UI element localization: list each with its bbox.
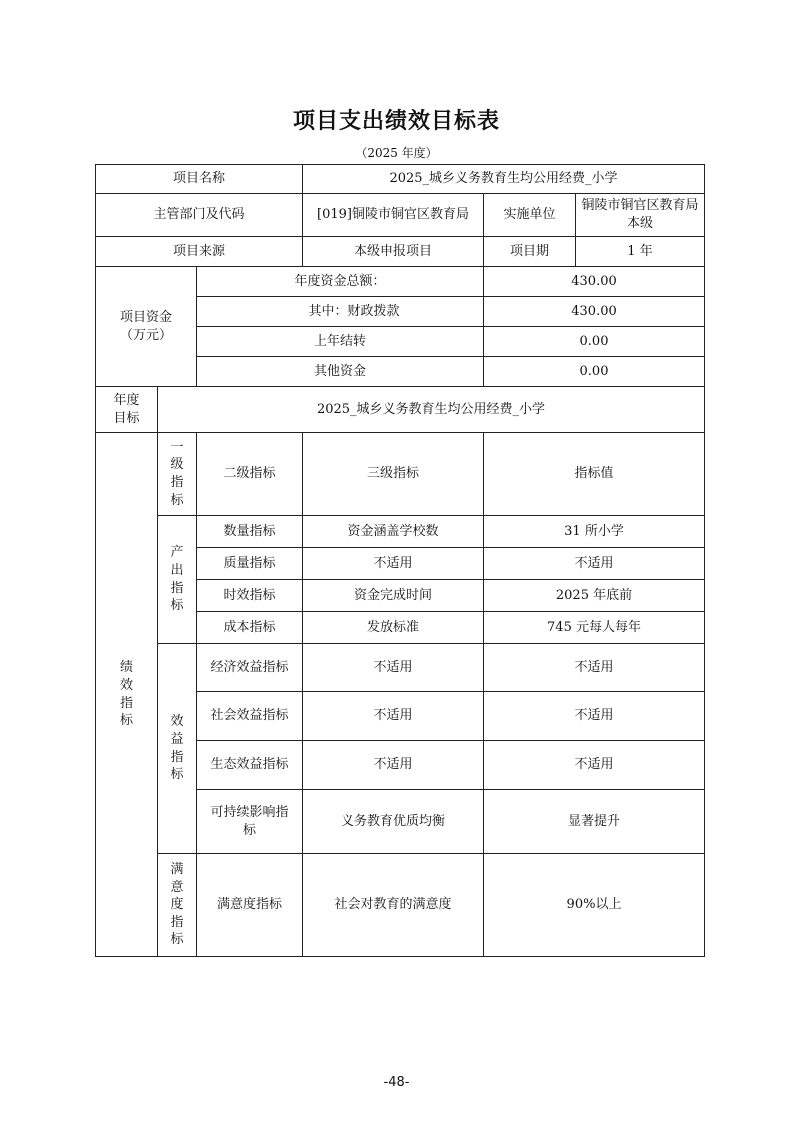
annual-goal-label-line1: 年度 xyxy=(113,392,140,408)
performance-goal-table xyxy=(95,164,705,957)
year-subtitle: （2025 年度） xyxy=(355,146,438,160)
dept-label: 主管部门及代码 xyxy=(96,194,303,237)
output-level3: 发放标准 xyxy=(303,612,484,644)
funds-total-label: 年度资金总额： xyxy=(197,267,484,297)
source-label: 项目来源 xyxy=(96,237,303,267)
funds-carryover-label: 上年结转 xyxy=(197,327,484,357)
output-label-char: 产 xyxy=(170,545,184,561)
output-value: 2025 年底前 xyxy=(484,580,705,612)
header-value: 指标值 xyxy=(484,433,705,516)
benefit-label-char: 效 xyxy=(170,714,184,730)
benefit-level3: 不适用 xyxy=(303,692,484,741)
output-label-char: 标 xyxy=(170,598,184,614)
benefit-indicator-label xyxy=(158,644,197,854)
benefit-label-char: 标 xyxy=(170,767,184,783)
output-level3: 资金涵盖学校数 xyxy=(303,516,484,548)
output-label-char: 出 xyxy=(170,562,184,578)
level1-char: 级 xyxy=(170,457,184,473)
benefit-label-char: 指 xyxy=(170,749,184,765)
indicators-section-label xyxy=(96,433,158,957)
funds-fiscal-label: 其中：财政拨款 xyxy=(197,297,484,327)
section-label-char: 标 xyxy=(119,713,133,729)
benefit-level2: 社会效益指标 xyxy=(197,692,303,741)
funds-label xyxy=(96,267,197,387)
period-value: 1 年 xyxy=(576,237,705,267)
funds-label-line2: （万元） xyxy=(119,327,172,343)
output-value: 31 所小学 xyxy=(484,516,705,548)
benefit-level3: 不适用 xyxy=(303,741,484,790)
level1-char: 标 xyxy=(170,492,184,508)
header-level1 xyxy=(158,433,197,516)
satisfaction-label-char: 标 xyxy=(170,932,184,948)
annual-goal-label-line2: 目标 xyxy=(113,410,140,426)
benefit-value: 不适用 xyxy=(484,644,705,692)
benefit-level2: 生态效益指标 xyxy=(197,741,303,790)
benefit-level2-line1: 可持续影响指 xyxy=(210,804,289,820)
output-level2: 质量指标 xyxy=(197,548,303,580)
page-number: -48- xyxy=(383,1075,410,1090)
output-label-char: 指 xyxy=(170,580,184,596)
project-name-value: 2025_城乡义务教育生均公用经费_小学 xyxy=(303,165,705,194)
header-level3: 三级指标 xyxy=(303,433,484,516)
annual-goal-value: 2025_城乡义务教育生均公用经费_小学 xyxy=(158,387,705,433)
funds-other-label: 其他资金 xyxy=(197,357,484,387)
source-value: 本级申报项目 xyxy=(303,237,484,267)
satisfaction-label-char: 满 xyxy=(170,862,184,878)
page-title: 项目支出绩效目标表 xyxy=(292,109,500,134)
satisfaction-level2: 满意度指标 xyxy=(197,854,303,957)
section-label-char: 指 xyxy=(119,695,133,711)
satisfaction-label-char: 度 xyxy=(170,897,184,913)
satisfaction-indicator-label xyxy=(158,854,197,957)
satisfaction-value: 90%以上 xyxy=(484,854,705,957)
level1-char: 一 xyxy=(170,439,184,455)
section-label-char: 绩 xyxy=(119,660,133,676)
output-indicator-label xyxy=(158,516,197,644)
unit-label: 实施单位 xyxy=(484,194,576,237)
output-level3: 不适用 xyxy=(303,548,484,580)
funds-label-line1: 项目资金 xyxy=(119,309,172,325)
satisfaction-label-char: 意 xyxy=(170,879,184,895)
unit-value: 铜陵市铜官区教育局本级 xyxy=(576,194,705,237)
satisfaction-level3: 社会对教育的满意度 xyxy=(303,854,484,957)
period-label: 项目期 xyxy=(484,237,576,267)
funds-carryover-value: 0.00 xyxy=(484,327,705,357)
output-level2: 数量指标 xyxy=(197,516,303,548)
header-level2: 二级指标 xyxy=(197,433,303,516)
satisfaction-label-char: 指 xyxy=(170,914,184,930)
funds-fiscal-value: 430.00 xyxy=(484,297,705,327)
benefit-level3: 义务教育优质均衡 xyxy=(303,790,484,854)
annual-goal-label xyxy=(96,387,158,433)
dept-value: [019]铜陵市铜官区教育局 xyxy=(303,194,484,237)
benefit-value: 不适用 xyxy=(484,692,705,741)
benefit-value: 不适用 xyxy=(484,741,705,790)
funds-total-value: 430.00 xyxy=(484,267,705,297)
funds-other-value: 0.00 xyxy=(484,357,705,387)
benefit-level2-line2: 标 xyxy=(242,822,256,838)
benefit-level2 xyxy=(197,790,303,854)
level1-char: 指 xyxy=(170,475,184,490)
output-level2: 成本指标 xyxy=(197,612,303,644)
benefit-level2: 经济效益指标 xyxy=(197,644,303,692)
benefit-label-char: 益 xyxy=(170,731,184,747)
output-value: 745 元每人每年 xyxy=(484,612,705,644)
benefit-value: 显著提升 xyxy=(484,790,705,854)
project-name-label: 项目名称 xyxy=(96,165,303,194)
section-label-char: 效 xyxy=(119,677,133,693)
benefit-level3: 不适用 xyxy=(303,644,484,692)
output-value: 不适用 xyxy=(484,548,705,580)
output-level2: 时效指标 xyxy=(197,580,303,612)
output-level3: 资金完成时间 xyxy=(303,580,484,612)
